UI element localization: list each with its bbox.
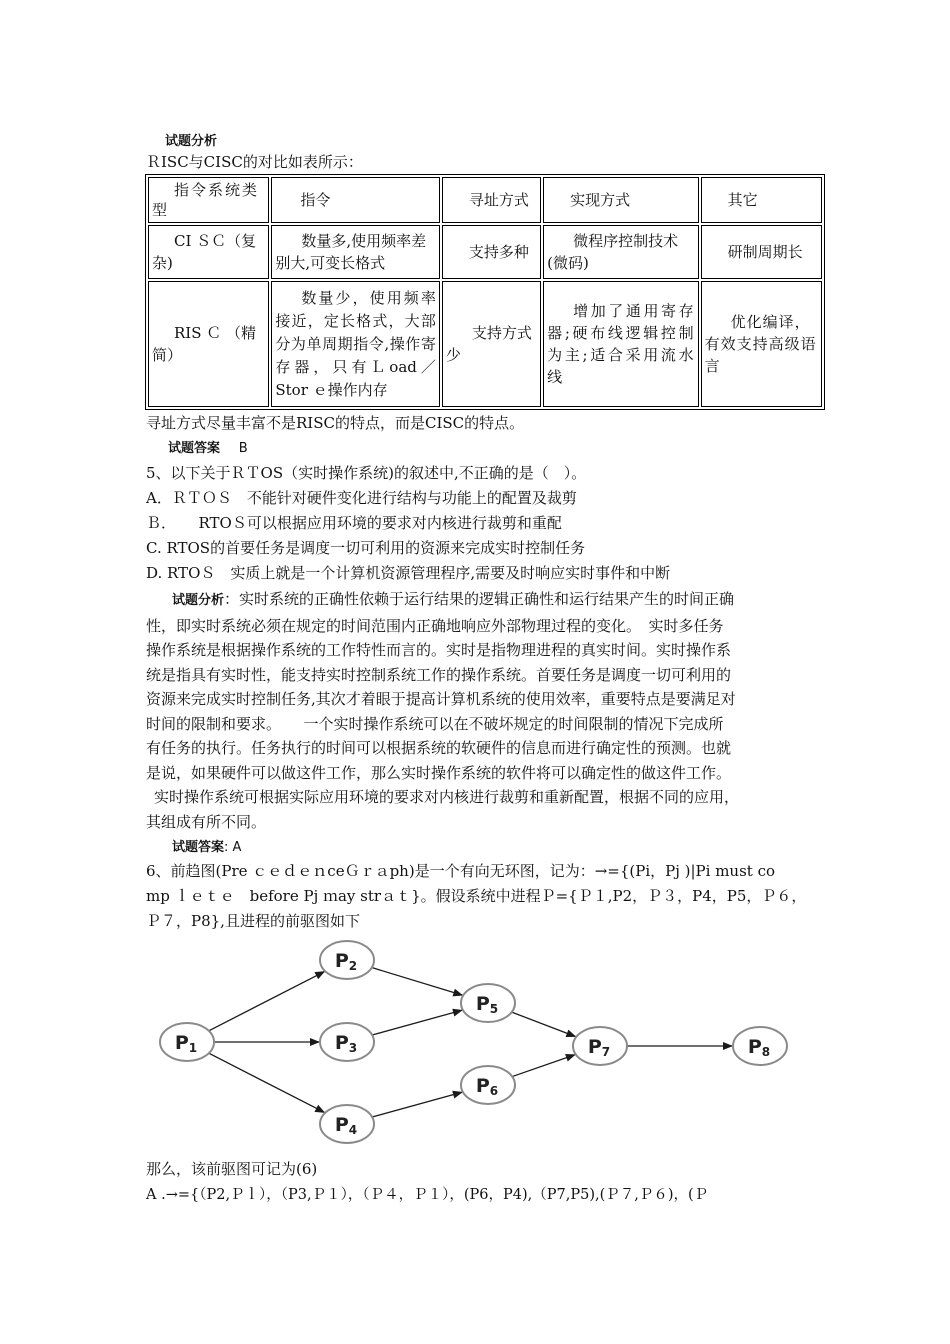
table-row	[148, 225, 822, 279]
edge-P4-P6	[372, 1092, 462, 1117]
node-p5	[461, 984, 515, 1022]
edge-P1-P2	[209, 972, 324, 1031]
svg-text:P5: P5	[475, 993, 499, 1016]
table-cell: 数量少，使用频率接近，定长格式，大部分为单周期指令,操作寄存器，只有Ｌoad／Stor ｅ操作内存	[271, 281, 440, 407]
analysis-line: 资源来完成实时控制任务,其次才着眼于提高计算机系统的使用效率，重要特点是要满足对	[146, 690, 736, 708]
answer-label: 试题答案	[168, 441, 221, 456]
table-cell: 优化编译，有效支持高级语言	[701, 281, 822, 407]
option-c: C. RTOS的首要任务是调度一切可利用的资源来完成实时控制任务	[146, 539, 586, 557]
edge-P3-P5	[372, 1010, 462, 1035]
table-intro: ＲISC与CISC的对比如表所示：	[146, 153, 363, 171]
option-a: A．ＲＴＯＳ 不能针对硬件变化进行结构与功能上的配置及裁剪	[146, 489, 577, 507]
analysis-heading: 试题分析	[172, 593, 225, 608]
analysis-line: 是说，如果硬件可以做这件工作，那么实时操作系统的软件将可以确定性的做这件工作。	[146, 763, 732, 782]
node-p7	[573, 1027, 627, 1065]
table-cell: 研制周期长	[701, 225, 822, 279]
precedence-graph	[150, 940, 810, 1145]
answer-label: 试题答案	[172, 840, 225, 855]
table-cell: 增加了通用寄存器;硬布线逻辑控制为主;适合采用流水线	[543, 281, 698, 407]
question-6-line: 6、前趋图(Pre ｃｅｄｅｎceＧｒａph)是一个有向无环图，记为：→={(Pi，Pj )|Pi must co	[146, 862, 776, 880]
node-p2	[320, 941, 374, 979]
table-cell: 微程序控制技术(微码)	[543, 225, 698, 279]
svg-text:P3: P3	[334, 1032, 358, 1055]
answer-value: : A	[224, 840, 242, 855]
node-p8	[733, 1027, 787, 1065]
answer-value: B	[238, 441, 248, 456]
edge-P6-P7	[512, 1055, 575, 1077]
node-p6	[461, 1066, 515, 1104]
svg-text:P1: P1	[174, 1032, 198, 1055]
option-d: D. RTOＳ 实质上就是一个计算机资源管理程序,需要及时响应实时事件和中断	[146, 564, 671, 582]
svg-text:P8: P8	[747, 1036, 771, 1059]
analysis-line: 时间的限制和要求。 一个实时操作系统可以在不破坏规定的时间限制的情况下完成所	[146, 714, 724, 733]
header-cell: 寻址方式	[442, 177, 541, 223]
analysis-line: 操作系统是根据操作系统的工作特性而言的。实时是指物理进程的真实时间。实时操作系	[146, 641, 732, 659]
q6-option-a: A .→={（P2,Ｐｌ），（P3,Ｐ１），（Ｐ４，Ｐ１），(P6，P4),（P7,P5),(Ｐ７,Ｐ６)，(Ｐ	[146, 1187, 709, 1203]
answer-line	[172, 836, 241, 855]
table-cell: 支持方式少	[442, 281, 541, 407]
analysis-line: 统是指具有实时性，能支持实时控制系统工作的操作系统。首要任务是调度一切可利用的	[146, 665, 732, 684]
svg-text:P7: P7	[587, 1036, 611, 1059]
table-conclusion: 寻址方式尽量丰富不是RISC的特点，而是CISC的特点。	[146, 414, 525, 432]
analysis-line: 性，即实时系统必须在规定的时间范围内正确地响应外部物理过程的变化。 实时多任务	[146, 616, 724, 635]
table-row	[148, 281, 822, 407]
node-p1	[160, 1023, 214, 1061]
header-cell: 指令系统类型	[148, 177, 269, 223]
analysis-line: 其组成有所不同。	[146, 812, 267, 831]
edge-P1-P4	[209, 1053, 324, 1112]
header-cell: 其它	[701, 177, 822, 223]
analysis-line: ：实时系统的正确性依赖于运行结果的逻辑正确性和运行结果产生的时间正确	[224, 590, 735, 608]
question-5-text: 5、以下关于ＲＴOS（实时操作系统)的叙述中,不正确的是（ ）。	[146, 464, 587, 482]
header-cell: 实现方式	[543, 177, 698, 223]
analysis-heading: 试题分析	[165, 134, 218, 149]
analysis-line: 有任务的执行。任务执行的时间可以根据系统的软硬件的信息而进行确定性的预测。也就	[146, 739, 732, 757]
question-6-line: mp ｌｅｔｅ before Pj ｍay strａｔ}。假设系统中进程Ｐ={Ｐ１,P2，Ｐ３，P4，P5，Ｐ６，	[146, 887, 807, 905]
table-cell: 数量多,使用频率差别大,可变长格式	[271, 225, 440, 279]
svg-text:P4: P4	[334, 1114, 358, 1137]
node-p4	[320, 1105, 374, 1143]
option-b: Ｂ． RTOＳ可以根据应用环境的要求对内核进行裁剪和重配	[146, 514, 562, 532]
q6-prompt: 那么，该前驱图可记为(6)	[146, 1160, 318, 1178]
table-cell: 支持多种	[442, 225, 541, 279]
risc-cisc-table	[145, 174, 825, 410]
table-header-row	[148, 177, 822, 223]
header-cell: 指令	[271, 177, 440, 223]
svg-text:P2: P2	[334, 950, 358, 973]
answer-line	[168, 437, 248, 456]
analysis-line: 实时操作系统可根据实际应用环境的要求对内核进行裁剪和重新配置，根据不同的应用，	[154, 788, 740, 806]
edge-P2-P5	[372, 968, 462, 996]
q5-analysis	[146, 587, 808, 834]
table-cell: RIS Ｃ （精简）	[148, 281, 269, 407]
table-cell: CI ＳＣ（复杂)	[148, 225, 269, 279]
edge-P5-P7	[512, 1012, 576, 1036]
node-p3	[320, 1023, 374, 1061]
question-6-line: Ｐ７，P8},且进程的前驱图如下	[146, 912, 360, 930]
svg-text:P6: P6	[475, 1075, 499, 1098]
